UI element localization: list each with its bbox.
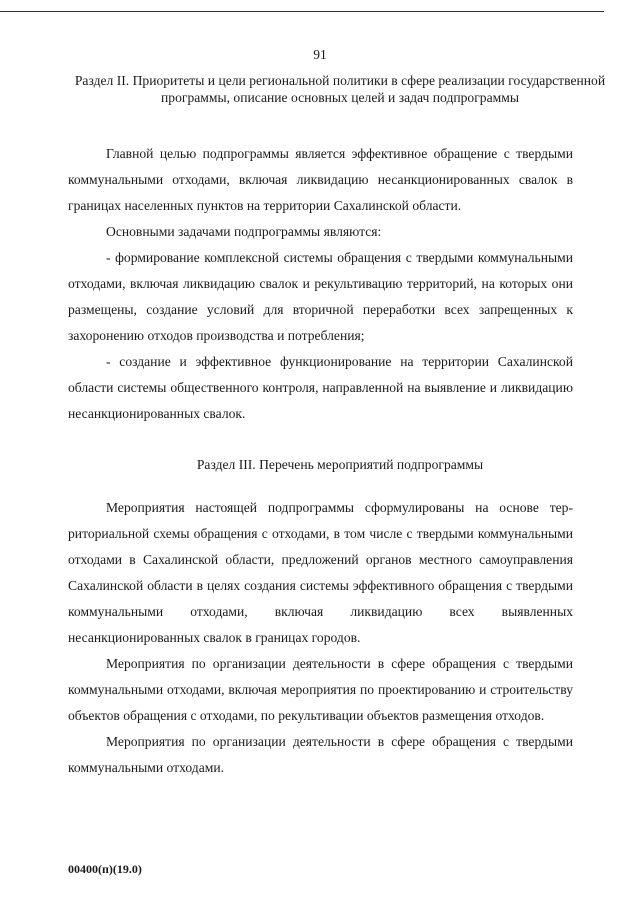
section-3-paragraph-3: Мероприятия по организации деятельности в сфере обращения с твердыми коммунальными отходами. bbox=[68, 734, 573, 775]
section-2-heading: Раздел II. Приоритеты и цели региональной политики в сфере реализации государственной программы, описание основных целей и задач подпрограммы bbox=[74, 73, 606, 105]
section-2-paragraph-task-1: - формирование комплексной системы обращения с твердыми коммунальными отходами, включая ликвидацию свалок и рекультивацию территорий, на которых они размещены, создание условий для вторичной переработки всех запрещенных к захоронению отходов производства и потребления; bbox=[68, 250, 573, 343]
section-3-paragraph-2: Мероприятия по организации деятельности в сфере обращения с твердыми коммунальными отходами, включая мероприятия по проектированию и строительству объектов обращения с отходами, по рекультивации объектов размещения отходов. bbox=[68, 656, 573, 723]
page-number: 91 bbox=[313, 47, 327, 62]
section-3-paragraph-1: Мероприятия настоящей подпрограммы сформулированы на основе территориальной схемы обращения с отходами, в том числе с твердыми коммунальными отходами в Сахалинской области, предложений органов местного самоуправления Сахалинской области в целях создания системы эффективного обращения с твердыми коммунальными отходами, включая ликвидацию всех выявленных несанкционированных свалок в границах городов. bbox=[68, 500, 573, 645]
section-2-body bbox=[68, 141, 573, 427]
section-2-paragraph-task-2: - создание и эффективное функционирование на территории Сахалинской области системы общественного контроля, направленной на выявление и ликвидацию несанкционированных свалок. bbox=[68, 354, 573, 421]
section-3-heading: Раздел III. Перечень мероприятий подпрограммы bbox=[196, 457, 484, 472]
document-code: 00400(п)(19.0) bbox=[68, 862, 142, 876]
section-2-paragraph-tasks-intro: Основными задачами подпрограммы являются: bbox=[106, 224, 382, 239]
section-2-paragraph-goal: Главной целью подпрограммы является эффективное обращение с твердыми коммунальными отходами, включая ликвидацию несанкционированных свалок в границах населенных пунктов на территории Сахалинской области. bbox=[68, 146, 573, 213]
section-3-body bbox=[68, 495, 573, 781]
top-rule bbox=[0, 11, 604, 12]
